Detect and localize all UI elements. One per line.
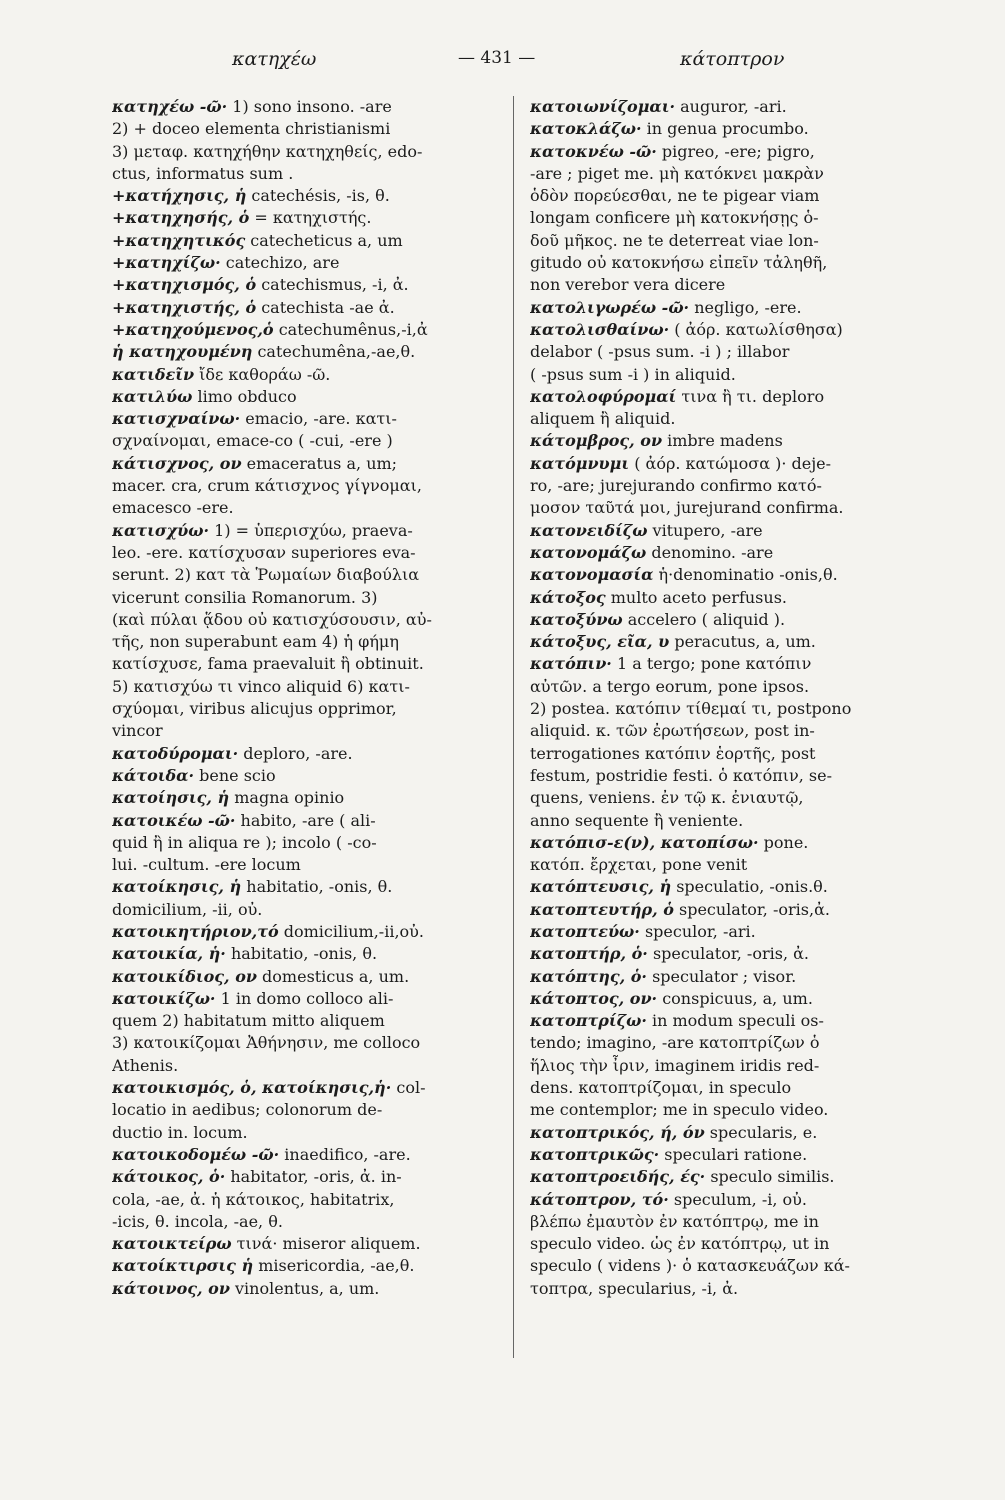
definition-text: τῆς, non superabunt eam 4) ἡ φήμη [112,632,399,652]
dictionary-line [112,966,507,988]
dictionary-line [530,1211,910,1233]
definition-text: speculo similis. [705,1167,835,1187]
definition-text: ἥλιος τὴν ἶριν, imaginem iridis red- [530,1055,820,1075]
headword: κατοικτείρω [112,1234,232,1254]
headword: κάτοξος [530,587,606,607]
headword: κατοικισμός, ὁ, κατοίκησις,ἡ· [112,1078,392,1098]
dictionary-line [112,1233,507,1255]
definition-text: me contemplor; me in speculo video. [530,1100,829,1120]
headword: κατοκλάζω· [530,119,642,139]
definition-text: bene scio [194,765,276,785]
dictionary-line [112,921,507,943]
headword: κάτοπτρον, τό· [530,1189,669,1209]
definition-text: μοσον ταῦτά μοι, jurejurand confirma. [530,498,844,518]
page-header [0,48,1005,78]
dictionary-line [530,185,910,207]
definition-text: domicilium, -ii, οὐ. [112,899,263,919]
right-column [530,96,910,1300]
dictionary-line [530,1233,910,1255]
definition-text: vincor [112,721,163,741]
definition-text: speculo ( videns )· ὁ κατασκευάζων κά- [530,1256,850,1276]
headword: κατόπισ-ε(ν), κατοπίσω· [530,832,759,852]
definition-text: 5) κατισχύω τι vinco aliquid 6) κατι- [112,676,410,696]
headword: κάτομβρος, ον [530,431,663,451]
dictionary-line [112,1010,507,1032]
definition-text: speculor, -ari. [639,921,756,941]
headword: κάτοξυς, εῖα, υ [530,632,670,652]
definition-text: specularis, e. [704,1122,818,1142]
dictionary-line [530,497,910,519]
dictionary-line [112,943,507,965]
definition-text: vinolentus, a, um. [229,1278,380,1298]
dictionary-line [530,520,910,542]
dictionary-line [530,319,910,341]
definition-text: delabor ( -psus sum. -i ) ; illabor [530,342,790,362]
dictionary-line [530,341,910,363]
dictionary-line [112,810,507,832]
definition-text: catechésis, -is, θ. [246,186,390,206]
dictionary-line [112,96,507,118]
definition-text: ro, -are; jurejurando confirmo κατό- [530,476,822,496]
dictionary-line [530,386,910,408]
running-head-right: κάτοπτρον [680,48,785,70]
definition-text: misericordia, -ae,θ. [253,1256,415,1276]
dictionary-line [112,1144,507,1166]
dictionary-line [112,765,507,787]
dictionary-line [112,1278,507,1300]
definition-text: inaedifico, -are. [279,1144,411,1164]
definition-text: negligo, -ere. [689,297,802,317]
dictionary-line [530,1278,910,1300]
definition-text: in modum speculi os- [646,1011,824,1031]
definition-text: 1) sono insono. -are [227,97,392,116]
definition-text: vicerunt consilia Romanorum. 3) [112,587,378,607]
definition-text: cola, -ae, ἀ. ἡ κάτοικος, habitatrix, [112,1189,395,1209]
headword: κατονομασία [530,565,654,585]
dictionary-line [112,252,507,274]
dictionary-line [112,899,507,921]
definition-text: 1 in domo colloco ali- [215,988,394,1008]
column-divider [513,96,514,1358]
definition-text: κατόπ. ἔρχεται, pone venit [530,855,748,875]
dictionary-line [112,364,507,386]
headword: +κατηχιστής, ὁ [112,297,257,317]
headword: κατοξύνω [530,609,623,629]
headword: κατόπιν· [530,654,612,674]
definition-text: catechizo, are [220,253,340,273]
dictionary-line [530,207,910,229]
definition-text: catechumênus,-i,ἀ [273,319,428,339]
dictionary-line [112,1077,507,1099]
dictionary-line [112,319,507,341]
dictionary-line [530,1166,910,1188]
definition-text: quens, veniens. ἐν τῷ κ. ἐνιαυτῷ, [530,788,804,808]
dictionary-line [530,1144,910,1166]
dictionary-line [112,230,507,252]
dictionary-line [530,1189,910,1211]
dictionary-line [530,676,910,698]
dictionary-line [112,118,507,140]
definition-text: σχναίνομαι, emace-co ( -cui, -ere ) [112,431,393,451]
dictionary-line [112,876,507,898]
dictionary-line [530,720,910,742]
dictionary-line [112,1255,507,1277]
definition-text: 3) μεταφ. κατηχήθην κατηχηθείς, edo- [112,141,423,161]
definition-text: speculo video. ὡς ἐν κατόπτρῳ, ut in [530,1234,830,1254]
page-number: — 431 — [458,48,536,68]
dictionary-line [530,832,910,854]
headword: κατοδύρομαι· [112,743,239,763]
definition-text: col- [391,1078,426,1098]
dictionary-line [530,96,910,118]
definition-text: βλέπω ἐμαυτὸν ἐν κατόπτρῳ, me in [530,1211,819,1231]
dictionary-line [112,1166,507,1188]
definition-text: habitator, -oris, ἀ. in- [225,1167,402,1187]
definition-text: conspicuus, a, um. [657,988,813,1008]
headword: +κατηχησής, ὁ [112,208,250,228]
definition-text: emacio, -are. κατι- [240,409,397,429]
dictionary-line [530,587,910,609]
dictionary-line [530,252,910,274]
dictionary-line [112,1122,507,1144]
dictionary-line [530,408,910,430]
definition-text: ( ἀόρ. κατωλίσθησα) [669,319,843,339]
definition-text: in genua procumbo. [641,119,809,139]
definition-text: catechismus, -i, ἀ. [256,275,409,295]
headword: κατιλύω [112,386,193,406]
headword: κατοικίζω· [112,988,216,1008]
dictionary-line [112,698,507,720]
dictionary-line [112,1032,507,1054]
headword: +κατηχισμός, ὁ [112,275,257,295]
dictionary-line [112,787,507,809]
definition-text: (καὶ πύλαι ᾅδου οὐ κατισχύσουσιν, αὐ- [112,609,432,629]
definition-text: lui. -cultum. -ere locum [112,855,301,875]
definition-text: speculator, -oris, ἀ. [647,944,810,964]
headword: κατοίκησις, ἡ [112,877,242,897]
headword: κατοικέω -ῶ· [112,810,236,830]
headword: κάτοπτος, ον· [530,988,658,1008]
dictionary-line [530,141,910,163]
definition-text: tendo; imagino, -are κατοπτρίζων ὁ [530,1033,820,1053]
definition-text: pigreo, -ere; pigro, [656,141,815,161]
definition-text: ductio in. locum. [112,1122,248,1142]
definition-text: multo aceto perfusus. [605,587,787,607]
definition-text: Athenis. [112,1055,179,1075]
running-head-left: κατηχέω [232,48,317,70]
dictionary-line [530,653,910,675]
definition-text: macer. cra, crum κάτισχνος γίγνομαι, [112,476,422,496]
definition-text: pone. [758,832,809,852]
dictionary-line [112,341,507,363]
headword: κατονομάζω [530,542,647,562]
dictionary-line [530,943,910,965]
definition-text: 2) postea. κατόπιν τίθεμαί τι, postpono [530,699,852,719]
dictionary-line [530,542,910,564]
definition-text: imbre madens [662,431,783,451]
dictionary-line [530,921,910,943]
dictionary-line [112,274,507,296]
dictionary-line [112,163,507,185]
definition-text: anno sequente ἢ veniente. [530,810,744,830]
definition-text: limo obduco [192,386,297,406]
dictionary-line [112,408,507,430]
headword: κατοπτευτήρ, ὁ [530,899,674,919]
definition-text: αὐτῶν. a tergo eorum, pone ipsos. [530,676,810,696]
dictionary-line [530,1122,910,1144]
definition-text: aliquid. κ. τῶν ἐρωτήσεων, post in- [530,721,815,741]
dictionary-line [530,609,910,631]
dictionary-line [530,118,910,140]
definition-text: magna opinio [229,788,345,808]
definition-text: habitatio, -onis, θ. [241,877,393,897]
definition-text: 2) + doceo elementa christianismi [112,119,391,139]
headword: κατοίησις, ἡ [112,788,230,808]
dictionary-line [530,854,910,876]
headword: +κατηχίζω· [112,253,221,273]
definition-text: serunt. 2) κατ τὰ Ῥωμαίων διαβούλια [112,565,420,585]
definition-text: speculator ; visor. [646,966,797,986]
dictionary-line [112,185,507,207]
definition-text: ὁδὸν πορεύεσθαι, ne te pigear viam [530,186,820,206]
dictionary-line [530,230,910,252]
dictionary-line [112,141,507,163]
definition-text: quid ἢ in aliqua re ); incolo ( -co- [112,832,377,852]
dictionary-line [112,297,507,319]
definition-text: ἡ·denominatio -onis,θ. [653,565,838,585]
left-column [112,96,507,1300]
definition-text: κατίσχυσε, fama praevaluit ἢ obtinuit. [112,654,424,674]
dictionary-line [530,453,910,475]
definition-text: non verebor vera dicere [530,275,726,295]
definition-text: emaceratus a, um; [241,453,398,473]
headword: κατοιωνίζομαι· [530,97,676,116]
dictionary-line [530,1055,910,1077]
dictionary-line [112,1099,507,1121]
headword: κατοικητήριον,τό [112,921,279,941]
dictionary-line [112,854,507,876]
dictionary-line [112,386,507,408]
dictionary-line [112,207,507,229]
headword: +κατηχητικός [112,230,246,250]
definition-text: τινα ἢ τι. deploro [676,386,825,406]
definition-text: τοπτρα, specularius, -i, ἀ. [530,1278,739,1298]
definition-text: speculator, -oris,ἀ. [673,899,830,919]
dictionary-line [530,988,910,1010]
definition-text: terrogationes κατόπιν ἑορτῆς, post [530,743,816,763]
dictionary-line [112,542,507,564]
definition-text: auguror, -ari. [675,97,787,116]
definition-text: ἴδε καθοράω -ῶ. [194,364,331,384]
definition-text: -icis, θ. incola, -ae, θ. [112,1211,283,1231]
dictionary-line [112,1211,507,1233]
dictionary-line [530,743,910,765]
definition-text: leo. -ere. κατίσχυσαν superiores eva- [112,542,416,562]
dictionary-line [530,274,910,296]
definition-text: dens. κατοπτρίζομαι, in speculo [530,1078,792,1098]
dictionary-line [112,743,507,765]
dictionary-line [112,988,507,1010]
definition-text: habito, -are ( ali- [235,810,376,830]
definition-text: 3) κατοικίζομαι Ἀθήνησιν, me colloco [112,1033,421,1053]
definition-text: peracutus, a, um. [669,632,816,652]
headword: κατοπτρικός, ή, όν [530,1122,705,1142]
definition-text: accelero ( aliquid ). [622,609,786,629]
dictionary-line [530,1255,910,1277]
definition-text: vitupero, -are [647,520,763,540]
headword: κατοίκτιρσις ἡ [112,1256,254,1276]
dictionary-line [112,676,507,698]
dictionary-line [112,497,507,519]
dictionary-line [112,631,507,653]
definition-text: ( -psus sum -i ) in aliquid. [530,364,736,384]
definition-text: ( ἀόρ. κατώμοσα )· deje- [629,453,832,473]
definition-text: longam conficere μὴ κατοκνήσῃς ὁ- [530,208,819,228]
dictionary-line [530,297,910,319]
dictionary-line [530,810,910,832]
definition-text: festum, postridie festi. ὁ κατόπιν, se- [530,765,832,785]
definition-text: 1) = ὑπερισχύω, praeva- [209,520,413,540]
headword: κατολοφύρομαί [530,386,677,406]
definition-text: catecheticus a, um [245,230,403,250]
headword: κατισχύω· [112,520,210,540]
dictionary-line [112,720,507,742]
dictionary-line [530,163,910,185]
headword: κατονειδίζω [530,520,648,540]
headword: κατοπτρικῶς· [530,1144,660,1164]
dictionary-line [530,899,910,921]
dictionary-line [530,876,910,898]
definition-text: speculum, -i, οὐ. [668,1189,807,1209]
dictionary-line [112,832,507,854]
dictionary-line [530,564,910,586]
headword: κάτοικος, ὁ· [112,1167,226,1187]
dictionary-line [112,609,507,631]
definition-text: σχύομαι, viribus alicujus opprimor, [112,699,397,719]
dictionary-line [530,1032,910,1054]
headword: κατόπτευσις, ἡ [530,877,672,897]
headword: κατολιγωρέω -ῶ· [530,297,690,317]
definition-text: -are ; piget me. μὴ κατόκνει μακρὰν [530,163,824,183]
headword: +κατήχησις, ἡ [112,186,247,206]
dictionary-line [530,475,910,497]
definition-text: τινά· miseror aliquem. [231,1234,421,1254]
dictionary-line [112,587,507,609]
headword: κατοπτήρ, ὁ· [530,944,648,964]
definition-text: speculatio, -onis.θ. [671,877,828,897]
headword: κάτοιδα· [112,765,195,785]
definition-text: domesticus a, um. [256,966,410,986]
definition-text: denomino. -are [646,542,774,562]
dictionary-line [112,1055,507,1077]
dictionary-line [530,698,910,720]
definition-text: habitatio, -onis, θ. [225,944,378,964]
dictionary-line [112,453,507,475]
dictionary-line [530,631,910,653]
headword: κατόμνυμι [530,453,630,473]
headword: +κατηχούμενος,ὁ [112,319,274,339]
dictionary-line [112,1189,507,1211]
dictionary-line [530,1099,910,1121]
headword: κατοικίδιος, ον [112,966,257,986]
headword: κατοπτροειδής, ές· [530,1167,706,1187]
dictionary-line [530,430,910,452]
headword: κατοικία, ἡ· [112,944,226,964]
headword: κατοπτρίζω· [530,1011,647,1031]
definition-text: δοῦ μῆκος. ne te deterreat viae lon- [530,230,819,250]
definition-text: gitudo οὐ κατοκνήσω εἰπεῖν τἀληθῆ, [530,253,828,273]
definition-text: quem 2) habitatum mitto aliquem [112,1011,385,1031]
headword: κατιδεῖν [112,364,195,384]
headword: κατόπτης, ὁ· [530,966,647,986]
dictionary-line [530,765,910,787]
dictionary-line [112,520,507,542]
headword: κατοκνέω -ῶ· [530,141,657,161]
headword: κατοπτεύω· [530,921,640,941]
headword: κατοικοδομέω -ῶ· [112,1144,280,1164]
definition-text: catechista -ae ἀ. [256,297,395,317]
dictionary-line [112,430,507,452]
headword: κατηχέω -ῶ· [112,97,228,116]
definition-text: catechumêna,-ae,θ. [252,342,416,362]
dictionary-line [112,564,507,586]
headword: ἡ κατηχουμένη [112,342,253,362]
headword: κατισχναίνω· [112,409,241,429]
definition-text: 1 a tergo; pone κατόπιν [611,654,812,674]
dictionary-line [530,787,910,809]
headword: κάτισχνος, ον [112,453,242,473]
definition-text: deploro, -are. [238,743,353,763]
dictionary-line [530,966,910,988]
dictionary-line [112,653,507,675]
definition-text: locatio in aedibus; colonorum de- [112,1100,383,1120]
definition-text: aliquem ἢ aliquid. [530,409,676,429]
dictionary-line [530,1077,910,1099]
dictionary-line [112,475,507,497]
dictionary-line [530,1010,910,1032]
definition-text: speculari ratione. [659,1144,808,1164]
dictionary-line [530,364,910,386]
definition-text: domicilium,-ii,οὐ. [278,921,424,941]
headword: κάτοινος, ον [112,1278,230,1298]
definition-text: ctus, informatus sum . [112,163,294,183]
headword: κατολισθαίνω· [530,319,670,339]
definition-text: emacesco -ere. [112,498,234,518]
definition-text: = κατηχιστής. [249,208,372,228]
